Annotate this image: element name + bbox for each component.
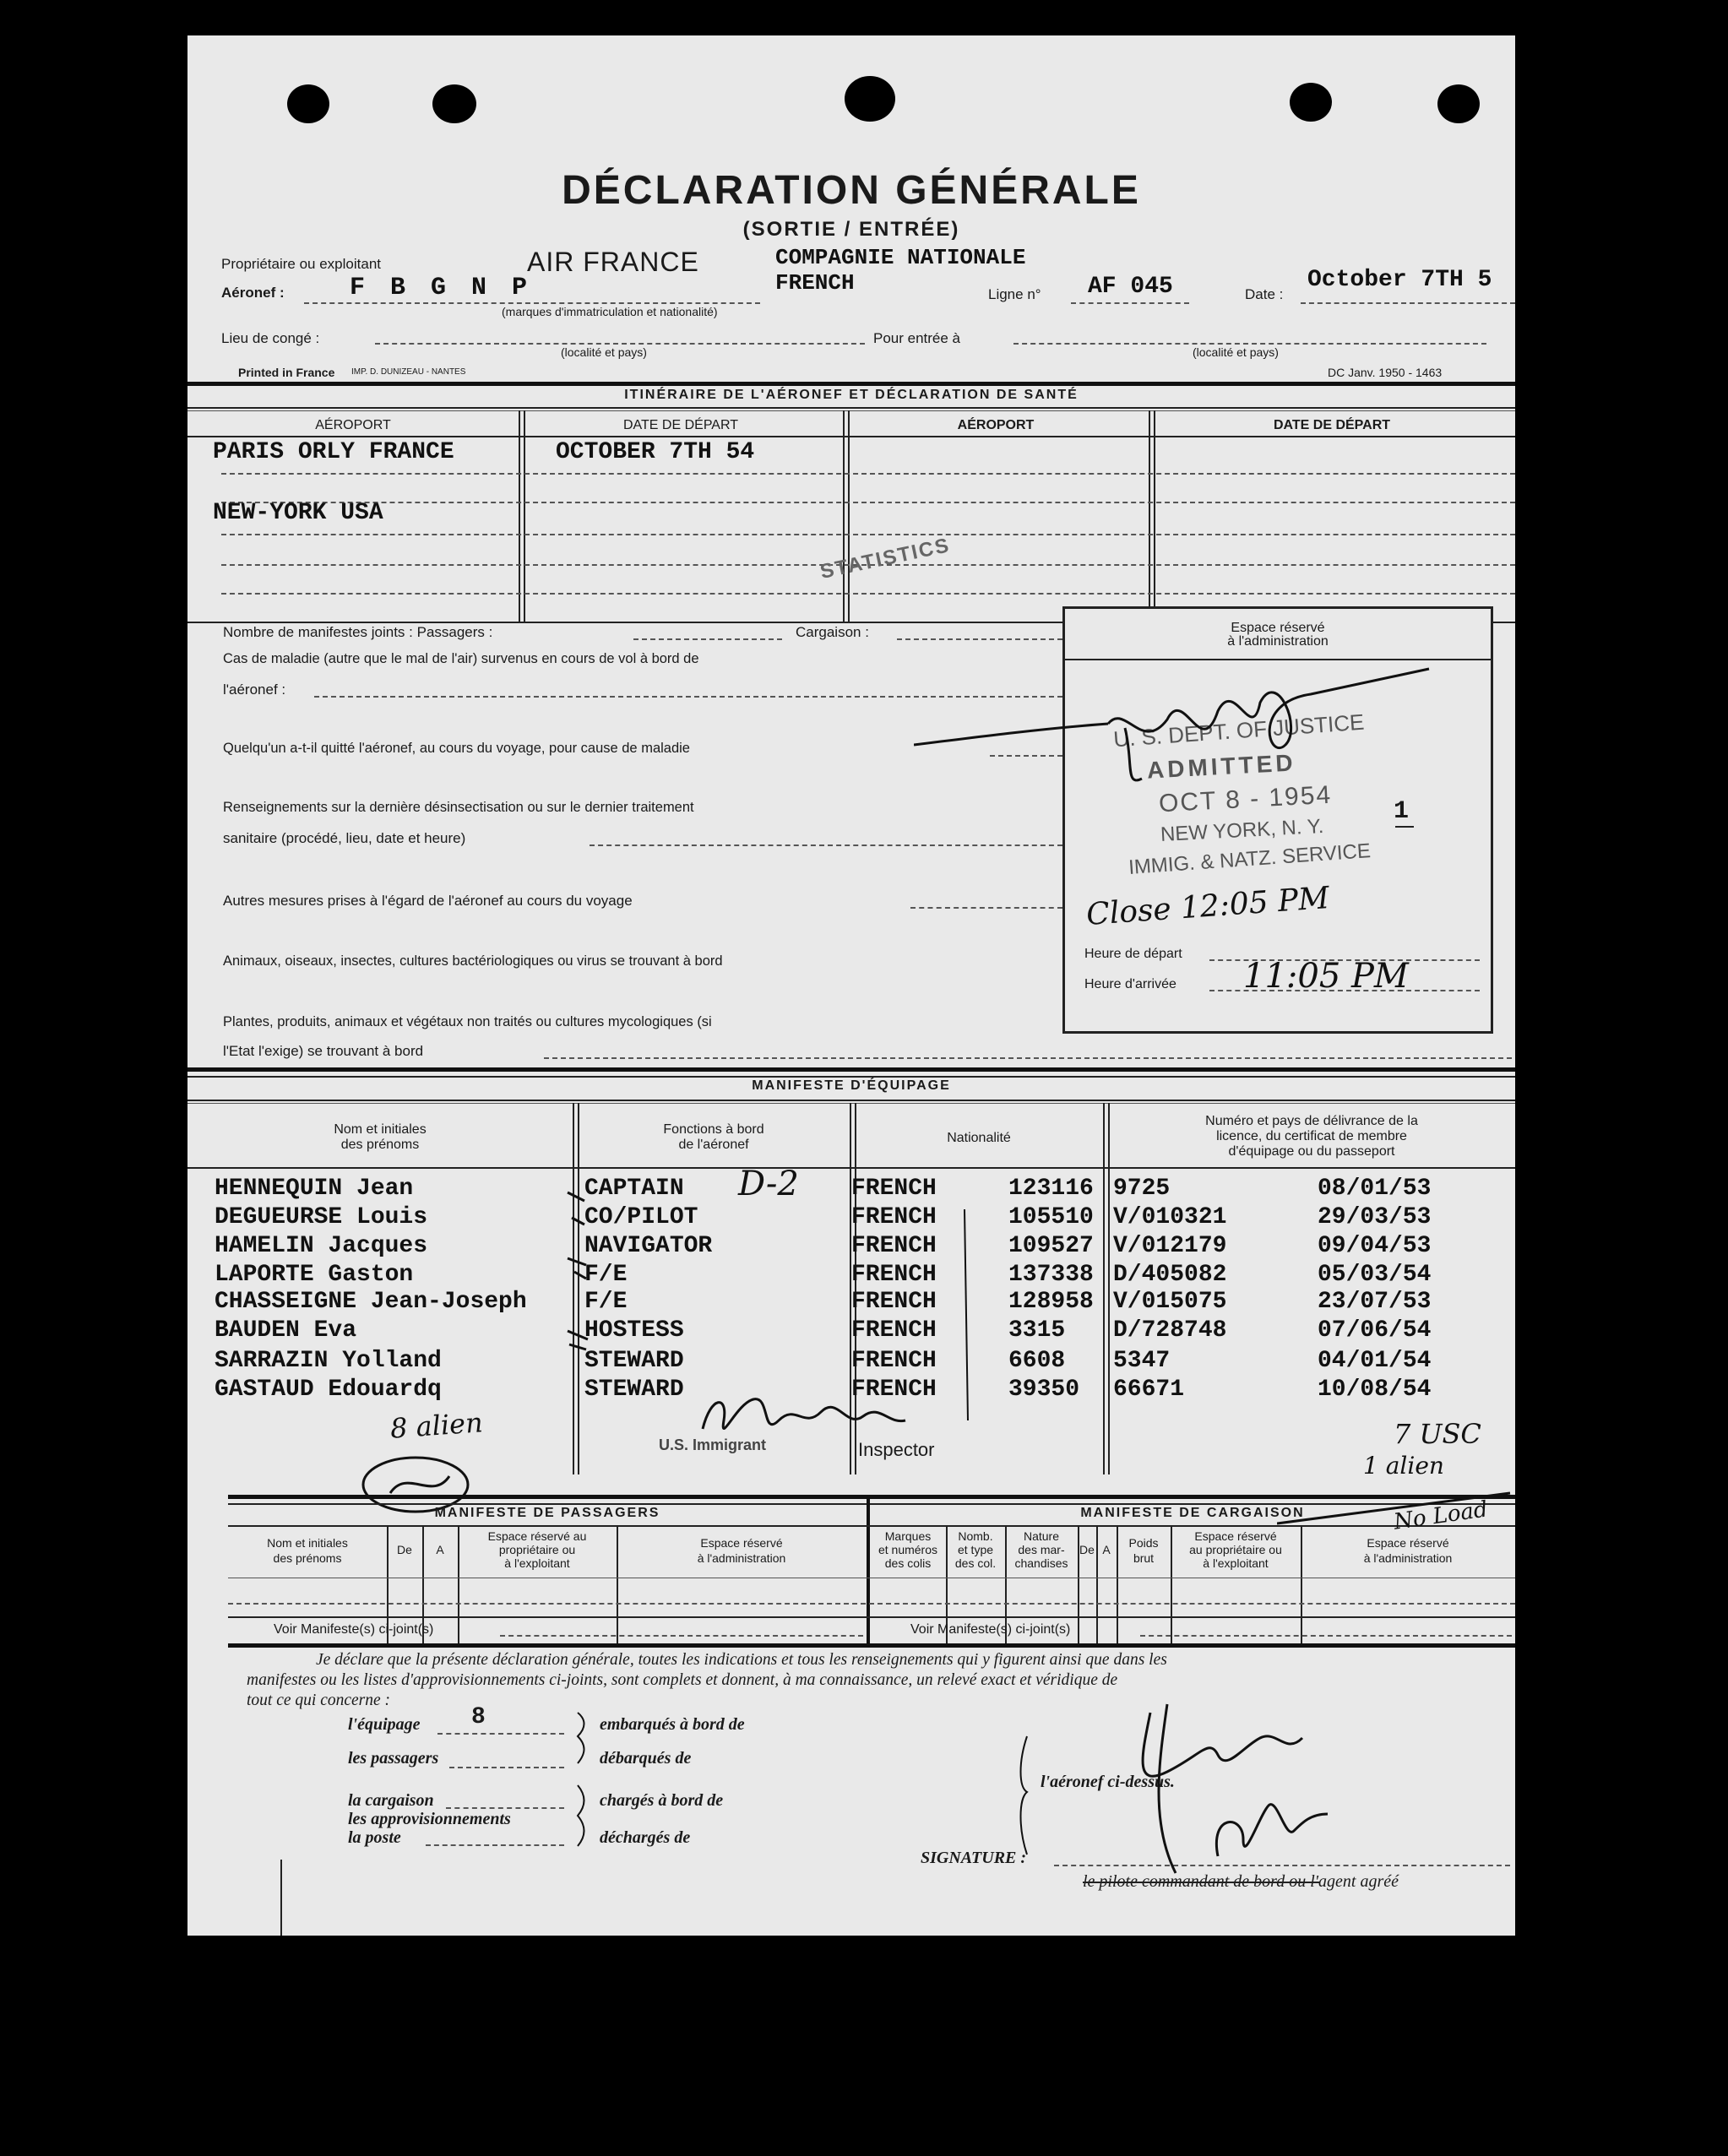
page-subtitle: (SORTIE / ENTRÉE) bbox=[742, 218, 960, 241]
cargo-col-count-2: et type bbox=[957, 1543, 994, 1556]
crew-license: 9725 bbox=[1113, 1176, 1171, 1202]
crew-nationality: FRENCH bbox=[851, 1176, 937, 1202]
crew-number: 128958 bbox=[1008, 1289, 1094, 1315]
crew-name: HENNEQUIN Jean bbox=[215, 1176, 414, 1202]
crew-col-nationality: Nationalité bbox=[947, 1131, 1011, 1145]
crew-license-date: 29/03/53 bbox=[1318, 1204, 1432, 1230]
admin-box-title-2: à l'administration bbox=[1227, 634, 1329, 649]
col-airport-2: AÉROPORT bbox=[957, 418, 1035, 432]
signatory-label: le pilote commandant de bord ou l'agent agréé bbox=[1083, 1872, 1399, 1891]
cargo-col-weight-1: Poids bbox=[1128, 1536, 1159, 1550]
note-alien-2: 1 alien bbox=[1363, 1452, 1444, 1480]
departure-hint: (localité et pays) bbox=[561, 345, 647, 359]
line-label: Ligne n° bbox=[988, 286, 1041, 302]
pax-col-owner-1: Espace réservé au bbox=[487, 1529, 587, 1543]
punch-hole bbox=[432, 84, 476, 123]
crew-number: 123116 bbox=[1008, 1176, 1094, 1202]
decl-cargo-label: la cargaison bbox=[348, 1791, 434, 1810]
punch-hole bbox=[845, 76, 895, 122]
owner-label: Propriétaire ou exploitant bbox=[221, 256, 382, 272]
decl-mail-label: la poste bbox=[348, 1828, 401, 1847]
crew-nationality: FRENCH bbox=[851, 1317, 937, 1344]
crew-name: DEGUEURSE Louis bbox=[215, 1204, 428, 1230]
decl-supplies-label: les approvisionnements bbox=[348, 1810, 511, 1828]
health-q1: Nombre de manifestes joints : Passagers : bbox=[223, 624, 493, 640]
pax-col-to: A bbox=[436, 1543, 444, 1556]
pax-col-owner-3: à l'exploitant bbox=[504, 1556, 570, 1570]
inspector-label: Inspector bbox=[858, 1439, 935, 1460]
crew-number: 3315 bbox=[1008, 1317, 1066, 1344]
pax-col-name-1: Nom et initiales bbox=[267, 1536, 348, 1550]
declaration-text-1: Je déclare que la présente déclaration générale, toutes les indications et tous les renseignements qui y figurent ainsi que dans les bbox=[316, 1651, 1167, 1669]
nationality-value: FRENCH bbox=[775, 270, 855, 296]
stamp-dept-justice: U. S. DEPT. OF JUSTICE bbox=[1112, 709, 1366, 752]
crew-license-date: 09/04/53 bbox=[1318, 1233, 1432, 1259]
decl-passengers-label: les passagers bbox=[348, 1749, 439, 1768]
health-q1-cargo: Cargaison : bbox=[796, 624, 869, 640]
crew-license: V/012179 bbox=[1113, 1233, 1227, 1259]
date-label: Date : bbox=[1245, 286, 1284, 302]
punch-hole bbox=[287, 84, 329, 123]
signature-label: SIGNATURE : bbox=[921, 1849, 1027, 1867]
statistics-stamp: STATISTICS bbox=[818, 534, 953, 584]
decl-aircraft-ref: l'aéronef ci-dessus. bbox=[1041, 1773, 1175, 1791]
captain-signature bbox=[1117, 1687, 1437, 1882]
declaration-text-3: tout ce qui concerne : bbox=[247, 1692, 391, 1709]
col-date-2: DATE DE DÉPART bbox=[1273, 418, 1391, 432]
company-value: COMPAGNIE NATIONALE bbox=[775, 245, 1026, 270]
handwritten-d2: D-2 bbox=[738, 1165, 799, 1203]
health-q4: Renseignements sur la dernière désinsectisation ou sur le dernier traitement bbox=[223, 800, 694, 815]
passengers-section-title: MANIFESTE DE PASSAGERS bbox=[434, 1506, 660, 1520]
aircraft-label: Aéronef : bbox=[221, 285, 285, 301]
crew-col-function-1: Fonctions à bord bbox=[663, 1122, 764, 1137]
document-page bbox=[187, 35, 1515, 1936]
owner-value: AIR FRANCE bbox=[527, 247, 699, 277]
crew-number: 39350 bbox=[1008, 1377, 1080, 1403]
cargo-col-count-3: des col. bbox=[954, 1556, 997, 1570]
decl-crew-label: l'équipage bbox=[348, 1715, 421, 1734]
cargo-col-from: De bbox=[1079, 1543, 1095, 1556]
crew-nationality: FRENCH bbox=[851, 1262, 937, 1288]
aircraft-registration: F B G N P bbox=[350, 274, 533, 302]
stamp-date: OCT 8 - 1954 bbox=[1158, 780, 1333, 818]
cargo-col-admin-2: à l'administration bbox=[1363, 1551, 1453, 1565]
departure-place-label: Lieu de congé : bbox=[221, 330, 320, 346]
crew-nationality: FRENCH bbox=[851, 1233, 937, 1259]
decl-boarded: embarqués à bord de bbox=[600, 1715, 745, 1734]
declaration-text-2: manifestes ou les listes d'approvisionnements ci-joints, sont complets et donnent, à ma connaissance, un relevé exact et véridique de bbox=[247, 1671, 1118, 1689]
admin-count: 1 bbox=[1394, 797, 1410, 826]
crew-function: STEWARD bbox=[584, 1377, 684, 1403]
crew-license-date: 10/08/54 bbox=[1318, 1377, 1432, 1403]
decl-brackets bbox=[571, 1711, 1044, 1863]
crew-col-license-1: Numéro et pays de délivrance de la bbox=[1205, 1114, 1418, 1128]
cargo-col-marks-1: Marques bbox=[884, 1529, 932, 1543]
cargo-col-nature-1: Nature bbox=[1023, 1529, 1060, 1543]
cargo-col-to: A bbox=[1102, 1543, 1111, 1556]
cargo-col-weight-2: brut bbox=[1133, 1551, 1155, 1565]
pax-col-admin-2: à l'administration bbox=[697, 1551, 786, 1565]
crew-name: HAMELIN Jacques bbox=[215, 1233, 428, 1259]
crew-name: SARRAZIN Yolland bbox=[215, 1348, 442, 1374]
crew-license: V/010321 bbox=[1113, 1204, 1227, 1230]
health-q5: Autres mesures prises à l'égard de l'aéronef au cours du voyage bbox=[223, 893, 633, 909]
crew-function: NAVIGATOR bbox=[584, 1233, 713, 1259]
crew-license-date: 04/01/54 bbox=[1318, 1348, 1432, 1374]
health-q2: Cas de maladie (autre que le mal de l'air) survenus en cours de vol à bord de bbox=[223, 651, 699, 666]
decl-unloaded: déchargés de bbox=[600, 1828, 691, 1847]
crew-number: 6608 bbox=[1008, 1348, 1066, 1374]
stamp-admitted: ADMITTED bbox=[1146, 749, 1297, 784]
itinerary-row1-airport: PARIS ORLY FRANCE bbox=[213, 439, 454, 465]
decl-crew-count: 8 bbox=[471, 1704, 486, 1730]
crew-col-license-3: d'équipage ou du passeport bbox=[1228, 1144, 1395, 1159]
pax-col-from: De bbox=[397, 1543, 412, 1556]
cargo-col-admin-1: Espace réservé bbox=[1367, 1536, 1449, 1550]
date-value: October 7TH 5 bbox=[1307, 267, 1492, 293]
crew-number: 105510 bbox=[1008, 1204, 1094, 1230]
crew-nationality: FRENCH bbox=[851, 1377, 937, 1403]
pax-col-owner-2: propriétaire ou bbox=[498, 1543, 576, 1556]
crew-license-date: 07/06/54 bbox=[1318, 1317, 1432, 1344]
departure-time-label: Heure de départ bbox=[1084, 947, 1182, 961]
crew-license-date: 08/01/53 bbox=[1318, 1176, 1432, 1202]
cargo-col-marks-3: des colis bbox=[884, 1556, 932, 1570]
crew-function: STEWARD bbox=[584, 1348, 684, 1374]
note-usc: 7 USC bbox=[1394, 1418, 1481, 1450]
crew-number: 109527 bbox=[1008, 1233, 1094, 1259]
health-q2b: l'aéronef : bbox=[223, 682, 286, 698]
arrival-time-value: 11:05 PM bbox=[1243, 957, 1409, 996]
health-q4b: sanitaire (procédé, lieu, date et heure) bbox=[223, 830, 466, 846]
col-airport-1: AÉROPORT bbox=[315, 418, 391, 432]
cargo-col-nature-3: chandises bbox=[1014, 1556, 1068, 1570]
crew-number: 137338 bbox=[1008, 1262, 1094, 1288]
stamp-city: NEW YORK, N. Y. bbox=[1160, 814, 1324, 847]
cargo-handwritten-no-load: No Load bbox=[1392, 1496, 1490, 1535]
line-value: AF 045 bbox=[1088, 274, 1173, 300]
crew-license: 66671 bbox=[1113, 1377, 1185, 1403]
arrival-time-label: Heure d'arrivée bbox=[1084, 977, 1176, 991]
cargo-col-owner-3: à l'exploitant bbox=[1203, 1556, 1269, 1570]
crew-license: D/728748 bbox=[1113, 1317, 1227, 1344]
punch-hole bbox=[1437, 84, 1480, 123]
entry-label: Pour entrée à bbox=[873, 330, 961, 346]
crew-name: CHASSEIGNE Jean-Joseph bbox=[215, 1289, 527, 1315]
health-q6: Animaux, oiseaux, insectes, cultures bactériologiques ou virus se trouvant à bord bbox=[223, 953, 723, 969]
itinerary-section-title: ITINÉRAIRE DE L'AÉRONEF ET DÉCLARATION DE SANTÉ bbox=[624, 388, 1079, 402]
cargo-col-owner-1: Espace réservé bbox=[1194, 1529, 1277, 1543]
crew-name: GASTAUD Edouardq bbox=[215, 1377, 442, 1403]
cargo-col-nature-2: des mar- bbox=[1018, 1543, 1065, 1556]
stamp-service: IMMIG. & NATZ. SERVICE bbox=[1128, 839, 1372, 879]
cargo-col-count-1: Nomb. bbox=[958, 1529, 993, 1543]
crew-license: 5347 bbox=[1113, 1348, 1171, 1374]
note-alien: 8 alien bbox=[389, 1406, 484, 1445]
crew-nationality: FRENCH bbox=[851, 1204, 937, 1230]
crew-col-license-2: licence, du certificat de membre bbox=[1216, 1129, 1407, 1143]
decl-loaded: chargés à bord de bbox=[600, 1791, 724, 1810]
crew-license: D/405082 bbox=[1113, 1262, 1227, 1288]
inspector-prefix: U.S. Immigrant bbox=[659, 1436, 767, 1453]
health-q3: Quelqu'un a-t-il quitté l'aéronef, au cours du voyage, pour cause de maladie bbox=[223, 741, 690, 756]
itinerary-row1-date: OCTOBER 7TH 54 bbox=[556, 439, 755, 465]
crew-license: V/015075 bbox=[1113, 1289, 1227, 1315]
cargo-strike-mark bbox=[1277, 1490, 1513, 1540]
pax-col-name-2: des prénoms bbox=[273, 1551, 342, 1565]
cargo-section-title: MANIFESTE DE CARGAISON bbox=[1080, 1506, 1305, 1520]
crew-function: CO/PILOT bbox=[584, 1204, 698, 1230]
crew-nationality: FRENCH bbox=[851, 1348, 937, 1374]
admin-box-title-1: Espace réservé bbox=[1231, 621, 1325, 635]
crew-col-name-2: des prénoms bbox=[340, 1138, 420, 1152]
pax-see-manifests: Voir Manifeste(s) ci-joint(s) bbox=[274, 1622, 434, 1637]
printed-in-france: Printed in France bbox=[238, 366, 335, 379]
health-q7: Plantes, produits, animaux et végétaux non traités ou cultures mycologiques (si bbox=[223, 1014, 712, 1029]
crew-license-date: 05/03/54 bbox=[1318, 1262, 1432, 1288]
itinerary-row2-airport: NEW-YORK USA bbox=[213, 500, 383, 526]
punch-hole bbox=[1290, 83, 1332, 122]
crew-function: HOSTESS bbox=[584, 1317, 684, 1344]
col-date-1: DATE DE DÉPART bbox=[622, 418, 739, 432]
form-reference: DC Janv. 1950 - 1463 bbox=[1328, 366, 1443, 379]
pax-col-admin-1: Espace réservé bbox=[700, 1536, 783, 1550]
crew-function: F/E bbox=[584, 1262, 628, 1288]
cargo-col-marks-2: et numéros bbox=[878, 1543, 938, 1556]
crew-nationality: FRENCH bbox=[851, 1289, 937, 1315]
admin-signature bbox=[914, 652, 1437, 804]
crew-section-title: MANIFESTE D'ÉQUIPAGE bbox=[752, 1078, 951, 1093]
crew-function: F/E bbox=[584, 1289, 628, 1315]
printer-label: IMP. D. DUNIZEAU - NANTES bbox=[351, 367, 466, 377]
page-title: DÉCLARATION GÉNÉRALE bbox=[562, 168, 1141, 213]
crew-col-function-2: de l'aéronef bbox=[678, 1138, 749, 1152]
crew-name: LAPORTE Gaston bbox=[215, 1262, 414, 1288]
cargo-col-owner-2: au propriétaire ou bbox=[1189, 1543, 1282, 1556]
decl-disembarked: débarqués de bbox=[600, 1749, 692, 1768]
health-q7b: l'Etat l'exige) se trouvant à bord bbox=[223, 1043, 424, 1059]
aircraft-hint: (marques d'immatriculation et nationalité) bbox=[502, 305, 718, 318]
crew-function: CAPTAIN bbox=[584, 1176, 684, 1202]
cargo-see-manifests: Voir Manifeste(s) ci-joint(s) bbox=[910, 1622, 1071, 1637]
crew-name: BAUDEN Eva bbox=[215, 1317, 357, 1344]
handwritten-close-time: Close 12:05 PM bbox=[1084, 880, 1331, 933]
crew-col-name-1: Nom et initiales bbox=[334, 1122, 427, 1137]
entry-hint: (localité et pays) bbox=[1193, 345, 1279, 359]
crew-license-date: 23/07/53 bbox=[1318, 1289, 1432, 1315]
